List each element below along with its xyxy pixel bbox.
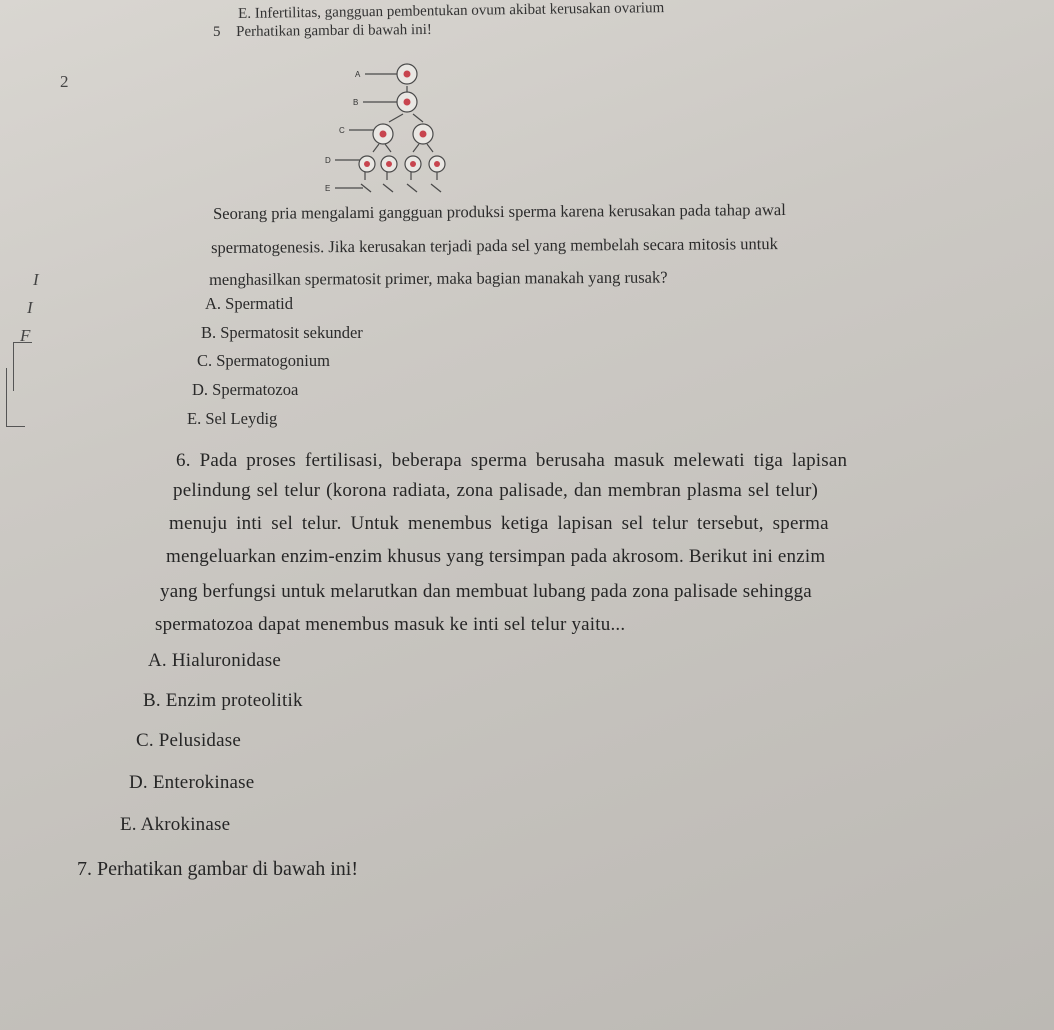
q6-option-d[interactable]: D. Enterokinase <box>129 772 255 793</box>
q5-option-d[interactable]: D. Spermatozoa <box>192 380 299 399</box>
margin-mark-i-2: I <box>27 298 33 317</box>
q5-option-b[interactable]: B. Spermatosit sekunder <box>201 323 363 342</box>
nucleus-d3 <box>410 161 416 167</box>
q6-stem-line-2: pelindung sel telur (korona radiata, zona palisade, dan membran plasma sel telur) <box>173 480 819 501</box>
nucleus-d1 <box>364 161 370 167</box>
q5-option-e[interactable]: E. Sel Leydig <box>187 409 278 428</box>
q7-instruction: 7. Perhatikan gambar di bawah ini! <box>77 858 359 880</box>
q6-stem-line-1: 6. Pada proses fertilisasi, beberapa sperma berusaha masuk melewati tiga lapisan <box>176 450 848 471</box>
arrow-c-d-4 <box>427 144 433 152</box>
nucleus-c2 <box>420 131 427 138</box>
nucleus-c1 <box>380 131 387 138</box>
q6-stem-line-3: menuju inti sel telur. Untuk menembus ketiga lapisan sel telur tersebut, sperma <box>169 513 829 534</box>
q5-stem-line-3: menghasilkan spermatosit primer, maka bagian manakah yang rusak? <box>209 267 668 289</box>
nucleus-a <box>404 71 411 78</box>
previous-option-e: E. Infertilitas, gangguan pembentukan ovum akibat kerusakan ovarium <box>238 0 665 22</box>
diagram-label-d: D <box>325 156 331 165</box>
q5-option-a[interactable]: A. Spermatid <box>205 294 293 313</box>
diagram-label-a: A <box>355 70 361 79</box>
diagram-label-b: B <box>353 98 359 107</box>
nucleus-d2 <box>386 161 392 167</box>
spermatozoon-3 <box>407 184 417 192</box>
margin-bracket-2 <box>6 368 25 427</box>
nucleus-d4 <box>434 161 440 167</box>
q5-stem-line-2: spermatogenesis. Jika kerusakan terjadi pada sel yang membelah secara mitosis untuk <box>211 234 778 257</box>
q5-stem-line-1: Seorang pria mengalami gangguan produksi sperma karena kerusakan pada tahap awal <box>213 200 786 223</box>
arrow-c-d-1 <box>373 144 379 152</box>
margin-mark-i-1: I <box>33 270 39 289</box>
nucleus-b <box>404 99 411 106</box>
q6-stem-line-6: spermatozoa dapat menembus masuk ke inti sel telur yaitu... <box>155 614 626 635</box>
spermatozoon-2 <box>383 184 393 192</box>
q6-stem-line-4: mengeluarkan enzim-enzim khusus yang tersimpan pada akrosom. Berikut ini enzim <box>166 546 826 567</box>
q5-option-c[interactable]: C. Spermatogonium <box>197 351 330 370</box>
arrow-c-d-3 <box>413 144 419 152</box>
arrow-b-c-right <box>413 114 423 122</box>
q6-option-c[interactable]: C. Pelusidase <box>136 730 241 751</box>
diagram-label-e: E <box>325 184 331 193</box>
margin-mark-f: F <box>20 326 31 345</box>
arrow-c-d-2 <box>385 144 391 152</box>
margin-mark-2: 2 <box>60 72 69 91</box>
q6-option-a[interactable]: A. Hialuronidase <box>148 650 281 671</box>
arrow-b-c-left <box>389 114 403 122</box>
spermatozoon-4 <box>431 184 441 192</box>
diagram-label-c: C <box>339 126 345 135</box>
spermatogenesis-diagram <box>305 56 465 206</box>
q6-option-b[interactable]: B. Enzim proteolitik <box>143 690 303 711</box>
q6-stem-line-5: yang berfungsi untuk melarutkan dan membuat lubang pada zona palisade sehingga <box>160 581 812 602</box>
q5-number: 5 <box>213 24 221 40</box>
q6-option-e[interactable]: E. Akrokinase <box>120 814 231 835</box>
q5-instruction: Perhatikan gambar di bawah ini! <box>236 21 432 40</box>
